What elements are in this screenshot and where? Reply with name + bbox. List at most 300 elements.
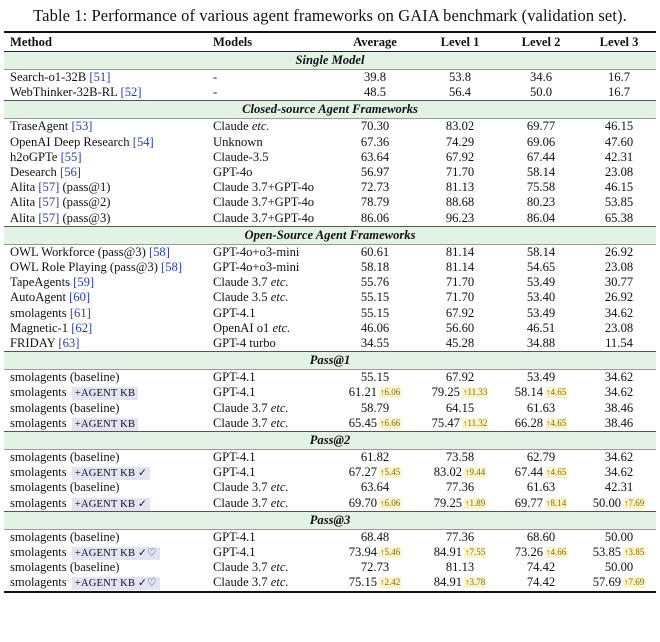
level-2-cell bbox=[500, 70, 582, 86]
level-1-cell-value: 56.60 bbox=[445, 320, 475, 335]
agent-kb-label: +AGENT KB bbox=[74, 498, 136, 510]
section-title: Pass@3 bbox=[4, 511, 656, 529]
citation-ref: [60] bbox=[69, 290, 91, 305]
level-3-cell bbox=[582, 119, 656, 135]
level-3-cell-value: 47.60 bbox=[604, 134, 634, 149]
table-row bbox=[4, 416, 656, 432]
level-1-cell bbox=[420, 496, 500, 512]
table-row bbox=[4, 85, 656, 101]
level-1-cell bbox=[420, 306, 500, 321]
kb-mark-icon: ✓ bbox=[137, 468, 147, 480]
level-3-cell-value: 26.92 bbox=[604, 244, 634, 259]
method-name: FRIDAY bbox=[10, 336, 56, 351]
model-cell bbox=[210, 135, 330, 150]
method-name: h2oGPTe bbox=[10, 149, 58, 164]
average-cell-value: 68.48 bbox=[360, 529, 390, 544]
level-2-cell-value: 62.79 bbox=[526, 450, 556, 465]
gain-badge: ↑4.66 bbox=[546, 547, 567, 558]
header-method: Method bbox=[4, 33, 210, 52]
level-3-cell-value: 23.08 bbox=[604, 165, 634, 180]
level-1-cell bbox=[420, 545, 500, 560]
level-3-cell-value: 46.15 bbox=[604, 180, 634, 195]
level-2-cell bbox=[500, 450, 582, 466]
average-cell bbox=[330, 336, 420, 352]
model-cell bbox=[210, 465, 330, 480]
model-name: Claude 3.7 bbox=[213, 560, 268, 575]
level-2-cell-value: 86.04 bbox=[526, 210, 556, 225]
level-1-cell-value: 67.92 bbox=[445, 305, 475, 320]
model-cell bbox=[210, 260, 330, 275]
level-3-cell bbox=[582, 70, 656, 86]
gain-badge: ↑3.78 bbox=[465, 577, 486, 588]
model-cell bbox=[210, 165, 330, 180]
level-1-cell-value: 81.14 bbox=[445, 260, 475, 275]
gain-badge: ↑4.65 bbox=[546, 387, 567, 398]
method-name: smolagents (baseline) bbox=[10, 480, 120, 495]
level-3-cell bbox=[582, 496, 656, 512]
average-cell-value: 58.18 bbox=[360, 260, 390, 275]
section-header bbox=[4, 352, 656, 370]
average-cell bbox=[330, 85, 420, 101]
level-3-cell bbox=[582, 336, 656, 352]
model-etc: etc. bbox=[270, 290, 289, 305]
method-cell bbox=[4, 275, 210, 290]
level-2-cell bbox=[500, 560, 582, 575]
level-2-cell bbox=[500, 306, 582, 321]
model-etc: etc. bbox=[270, 575, 289, 590]
level-1-cell-value: 84.91 bbox=[433, 575, 463, 590]
level-3-cell bbox=[582, 135, 656, 150]
header-level-3: Level 3 bbox=[582, 33, 656, 52]
average-cell-value: 69.70 bbox=[348, 495, 378, 510]
model-etc: etc. bbox=[270, 415, 289, 430]
kb-mark-icon: ✓♡ bbox=[137, 578, 157, 590]
level-1-cell-value: 73.58 bbox=[445, 450, 475, 465]
citation-ref: [57] bbox=[38, 210, 60, 225]
gain-badge: ↑9.44 bbox=[465, 467, 486, 478]
level-2-cell-value: 53.49 bbox=[526, 275, 556, 290]
table-row bbox=[4, 465, 656, 480]
level-3-cell-value: 16.7 bbox=[607, 85, 631, 100]
method-cell bbox=[4, 401, 210, 416]
model-name: Claude 3.7+GPT-4o bbox=[213, 180, 315, 195]
average-cell-value: 34.55 bbox=[360, 336, 390, 351]
average-cell bbox=[330, 575, 420, 591]
level-1-cell-value: 74.29 bbox=[445, 134, 475, 149]
method-name: WebThinker-32B-RL bbox=[10, 85, 118, 100]
level-1-cell bbox=[420, 560, 500, 575]
average-cell bbox=[330, 211, 420, 227]
table-row bbox=[4, 575, 656, 591]
average-cell bbox=[330, 260, 420, 275]
model-cell bbox=[210, 336, 330, 352]
table-row bbox=[4, 150, 656, 165]
level-1-cell bbox=[420, 165, 500, 180]
level-3-cell-value: 42.31 bbox=[604, 149, 634, 164]
model-name: GPT-4o+o3-mini bbox=[213, 260, 300, 275]
level-3-cell-value: 50.00 bbox=[604, 529, 634, 544]
level-1-cell bbox=[420, 450, 500, 466]
model-name: OpenAI o1 bbox=[213, 320, 270, 335]
level-2-cell bbox=[500, 401, 582, 416]
level-1-cell bbox=[420, 135, 500, 150]
citation-ref: [52] bbox=[120, 85, 142, 100]
method-cell bbox=[4, 575, 210, 591]
level-3-cell bbox=[582, 85, 656, 101]
header-average: Average bbox=[330, 33, 420, 52]
level-3-cell bbox=[582, 480, 656, 495]
average-cell bbox=[330, 529, 420, 545]
level-2-cell-value: 54.65 bbox=[526, 260, 556, 275]
table-row bbox=[4, 450, 656, 466]
method-cell bbox=[4, 180, 210, 195]
table-row bbox=[4, 560, 656, 575]
average-cell bbox=[330, 321, 420, 336]
agent-kb-badge bbox=[72, 547, 160, 560]
average-cell bbox=[330, 290, 420, 305]
gain-badge: ↑4.65 bbox=[546, 417, 567, 428]
level-3-cell-value: 34.62 bbox=[604, 305, 634, 320]
level-2-cell-value: 53.49 bbox=[526, 305, 556, 320]
agent-kb-badge bbox=[72, 467, 150, 480]
method-cell bbox=[4, 321, 210, 336]
level-3-cell-value: 11.54 bbox=[605, 336, 633, 351]
model-etc: etc. bbox=[251, 119, 270, 134]
method-cell bbox=[4, 290, 210, 305]
average-cell-value: 72.73 bbox=[360, 560, 390, 575]
model-cell bbox=[210, 290, 330, 305]
level-1-cell bbox=[420, 260, 500, 275]
model-etc: etc. bbox=[270, 400, 289, 415]
average-cell bbox=[330, 195, 420, 210]
level-2-cell-value: 58.14 bbox=[526, 244, 556, 259]
method-cell bbox=[4, 529, 210, 545]
gain-badge: ↑6.06 bbox=[380, 387, 401, 398]
header-models: Models bbox=[210, 33, 330, 52]
gain-badge: ↑7.69 bbox=[624, 577, 645, 588]
average-cell bbox=[330, 416, 420, 432]
method-cell bbox=[4, 70, 210, 86]
table-caption: Table 1: Performance of various agent frameworks on GAIA benchmark (validation set). bbox=[33, 6, 627, 25]
level-3-cell-value: 53.85 bbox=[604, 195, 634, 210]
level-2-cell-value: 58.14 bbox=[514, 385, 544, 400]
citation-ref: [51] bbox=[89, 70, 111, 84]
table-row bbox=[4, 545, 656, 560]
method-suffix: (pass@1) bbox=[62, 180, 111, 195]
model-etc: etc. bbox=[272, 320, 291, 335]
level-3-cell bbox=[582, 465, 656, 480]
gain-badge: ↑5.46 bbox=[380, 547, 401, 558]
average-cell bbox=[330, 150, 420, 165]
level-3-cell bbox=[582, 529, 656, 545]
model-name: - bbox=[213, 70, 218, 84]
level-2-cell bbox=[500, 545, 582, 560]
average-cell bbox=[330, 70, 420, 86]
average-cell bbox=[330, 275, 420, 290]
table-row bbox=[4, 336, 656, 352]
level-3-cell bbox=[582, 401, 656, 416]
method-name: OpenAI Deep Research bbox=[10, 134, 130, 149]
level-2-cell-value: 34.6 bbox=[529, 70, 553, 84]
average-cell-value: 55.15 bbox=[360, 290, 390, 305]
model-cell bbox=[210, 450, 330, 466]
level-1-cell-value: 45.28 bbox=[445, 336, 475, 351]
average-cell bbox=[330, 545, 420, 560]
level-1-cell-value: 96.23 bbox=[445, 210, 475, 225]
level-2-cell bbox=[500, 119, 582, 135]
gain-badge: ↑6.66 bbox=[380, 417, 401, 428]
level-3-cell-value: 38.46 bbox=[604, 400, 634, 415]
model-etc: etc. bbox=[270, 480, 289, 495]
model-name: GPT-4.1 bbox=[213, 385, 256, 400]
average-cell bbox=[330, 480, 420, 495]
level-2-cell-value: 50.0 bbox=[529, 85, 553, 100]
citation-ref: [57] bbox=[38, 195, 60, 210]
level-3-cell-value: 16.7 bbox=[607, 70, 631, 84]
agent-kb-label: +AGENT KB bbox=[74, 418, 136, 430]
model-cell bbox=[210, 385, 330, 400]
level-2-cell bbox=[500, 321, 582, 336]
average-cell-value: 55.76 bbox=[360, 275, 390, 290]
level-1-cell-value: 71.70 bbox=[445, 275, 475, 290]
model-name: Claude 3.7 bbox=[213, 275, 268, 290]
level-1-cell bbox=[420, 85, 500, 101]
level-3-cell bbox=[582, 545, 656, 560]
level-1-cell-value: 83.02 bbox=[445, 119, 475, 134]
level-3-cell-value: 65.38 bbox=[604, 210, 634, 225]
section-title: Open-Source Agent Frameworks bbox=[4, 226, 656, 244]
average-cell bbox=[330, 135, 420, 150]
level-3-cell-value: 34.62 bbox=[604, 465, 634, 480]
average-cell-value: 86.06 bbox=[360, 210, 390, 225]
level-2-cell bbox=[500, 496, 582, 512]
method-cell bbox=[4, 119, 210, 135]
level-2-cell bbox=[500, 480, 582, 495]
method-name: smolagents (baseline) bbox=[10, 560, 120, 575]
section-title: Single Model bbox=[4, 52, 656, 70]
level-2-cell-value: 53.49 bbox=[526, 370, 556, 385]
level-3-cell bbox=[582, 211, 656, 227]
model-cell bbox=[210, 560, 330, 575]
average-cell bbox=[330, 560, 420, 575]
level-2-cell-value: 67.44 bbox=[514, 465, 544, 480]
agent-kb-label: +AGENT KB bbox=[74, 468, 136, 480]
method-name: Alita bbox=[10, 210, 36, 225]
method-name: Alita bbox=[10, 195, 36, 210]
table-row bbox=[4, 401, 656, 416]
level-3-cell-value: 26.92 bbox=[604, 290, 634, 305]
level-3-cell bbox=[582, 260, 656, 275]
level-2-cell-value: 34.88 bbox=[526, 336, 556, 351]
average-cell-value: 67.36 bbox=[360, 134, 390, 149]
level-1-cell bbox=[420, 321, 500, 336]
kb-mark-icon: ✓♡ bbox=[137, 548, 157, 560]
average-cell-value: 56.97 bbox=[360, 165, 390, 180]
table-row bbox=[4, 306, 656, 321]
average-cell bbox=[330, 465, 420, 480]
level-3-cell bbox=[582, 575, 656, 591]
model-name: GPT-4o bbox=[213, 165, 253, 180]
level-2-cell-value: 67.44 bbox=[526, 149, 556, 164]
section-title: Pass@1 bbox=[4, 352, 656, 370]
method-cell bbox=[4, 195, 210, 210]
level-1-cell-value: 53.8 bbox=[448, 70, 472, 84]
level-3-cell-value: 46.15 bbox=[604, 119, 634, 134]
table-row bbox=[4, 321, 656, 336]
table-row bbox=[4, 496, 656, 512]
table-row bbox=[4, 135, 656, 150]
average-cell bbox=[330, 385, 420, 400]
section-header bbox=[4, 226, 656, 244]
section-title: Closed-source Agent Frameworks bbox=[4, 101, 656, 119]
level-1-cell-value: 79.25 bbox=[433, 495, 463, 510]
average-cell bbox=[330, 306, 420, 321]
level-3-cell bbox=[582, 195, 656, 210]
model-etc: etc. bbox=[270, 495, 289, 510]
level-3-cell-value: 42.31 bbox=[604, 480, 634, 495]
level-3-cell-value: 57.69 bbox=[592, 575, 622, 590]
level-1-cell-value: 84.91 bbox=[433, 545, 463, 560]
level-1-cell-value: 64.15 bbox=[445, 400, 475, 415]
model-cell bbox=[210, 244, 330, 260]
model-name: GPT-4.1 bbox=[213, 305, 256, 320]
average-cell-value: 61.21 bbox=[348, 385, 378, 400]
average-cell-value: 60.61 bbox=[360, 244, 390, 259]
level-3-cell bbox=[582, 560, 656, 575]
model-name: GPT-4.1 bbox=[213, 465, 256, 480]
level-1-cell bbox=[420, 416, 500, 432]
method-name: smolagents (baseline) bbox=[10, 450, 120, 465]
gain-badge: ↑6.06 bbox=[380, 497, 401, 508]
model-name: GPT-4.1 bbox=[213, 529, 256, 544]
level-2-cell bbox=[500, 370, 582, 386]
method-cell bbox=[4, 150, 210, 165]
method-name: Desearch bbox=[10, 165, 57, 180]
gain-badge: ↑11.32 bbox=[462, 417, 488, 428]
method-name: smolagents (baseline) bbox=[10, 529, 120, 544]
level-1-cell bbox=[420, 575, 500, 591]
method-cell bbox=[4, 244, 210, 260]
model-cell bbox=[210, 496, 330, 512]
level-2-cell bbox=[500, 135, 582, 150]
model-cell bbox=[210, 545, 330, 560]
model-name: GPT-4.1 bbox=[213, 545, 256, 560]
method-cell bbox=[4, 85, 210, 101]
model-name: Claude-3.5 bbox=[213, 149, 269, 164]
citation-ref: [59] bbox=[73, 275, 95, 290]
level-3-cell bbox=[582, 150, 656, 165]
level-1-cell-value: 81.13 bbox=[445, 560, 475, 575]
method-cell bbox=[4, 260, 210, 275]
table-row bbox=[4, 70, 656, 86]
method-cell bbox=[4, 480, 210, 495]
table-row bbox=[4, 529, 656, 545]
model-name: GPT-4o+o3-mini bbox=[213, 244, 300, 259]
method-name: smolagents bbox=[10, 305, 67, 320]
model-cell bbox=[210, 370, 330, 386]
agent-kb-badge bbox=[72, 418, 138, 431]
average-cell-value: 48.5 bbox=[363, 85, 387, 100]
table-row bbox=[4, 260, 656, 275]
method-name: smolagents bbox=[10, 465, 67, 480]
level-2-cell-value: 53.40 bbox=[526, 290, 556, 305]
level-1-cell bbox=[420, 211, 500, 227]
average-cell bbox=[330, 450, 420, 466]
agent-kb-label: +AGENT KB bbox=[74, 578, 136, 590]
agent-kb-label: +AGENT KB bbox=[74, 548, 136, 560]
citation-ref: [58] bbox=[148, 244, 170, 259]
level-2-cell bbox=[500, 290, 582, 305]
model-name: GPT-4 turbo bbox=[213, 336, 276, 351]
level-1-cell bbox=[420, 370, 500, 386]
gain-badge: ↑8.14 bbox=[546, 497, 567, 508]
model-etc: etc. bbox=[270, 275, 289, 290]
header-row bbox=[4, 33, 656, 52]
table-row bbox=[4, 370, 656, 386]
level-3-cell bbox=[582, 165, 656, 180]
level-2-cell bbox=[500, 529, 582, 545]
level-3-cell-value: 38.46 bbox=[604, 415, 634, 430]
section-header bbox=[4, 432, 656, 450]
section-header bbox=[4, 511, 656, 529]
method-cell bbox=[4, 496, 210, 512]
header-level-1: Level 1 bbox=[420, 33, 500, 52]
level-1-cell-value: 81.14 bbox=[445, 244, 475, 259]
level-3-cell bbox=[582, 306, 656, 321]
citation-ref: [53] bbox=[71, 119, 93, 134]
method-name: AutoAgent bbox=[10, 290, 66, 305]
model-name: Claude 3.7 bbox=[213, 400, 268, 415]
model-cell bbox=[210, 401, 330, 416]
level-3-cell-value: 23.08 bbox=[604, 320, 634, 335]
agent-kb-label: +AGENT KB bbox=[74, 388, 136, 400]
level-1-cell-value: 77.36 bbox=[445, 529, 475, 544]
table-row bbox=[4, 244, 656, 260]
level-3-cell-value: 23.08 bbox=[604, 260, 634, 275]
table-row bbox=[4, 119, 656, 135]
method-cell bbox=[4, 211, 210, 227]
level-1-cell bbox=[420, 336, 500, 352]
model-name: - bbox=[213, 85, 218, 100]
level-1-cell-value: 77.36 bbox=[445, 480, 475, 495]
gain-badge: ↑4.65 bbox=[546, 467, 567, 478]
gain-badge: ↑1.89 bbox=[465, 497, 486, 508]
level-2-cell bbox=[500, 244, 582, 260]
average-cell-value: 39.8 bbox=[363, 70, 387, 84]
level-3-cell bbox=[582, 450, 656, 466]
method-name: OWL Role Playing (pass@3) bbox=[10, 260, 158, 275]
model-cell bbox=[210, 85, 330, 101]
level-2-cell-value: 75.58 bbox=[526, 180, 556, 195]
citation-ref: [56] bbox=[60, 165, 81, 180]
model-cell bbox=[210, 306, 330, 321]
level-2-cell-value: 61.63 bbox=[526, 480, 556, 495]
method-name: smolagents bbox=[10, 415, 67, 430]
model-cell bbox=[210, 119, 330, 135]
method-cell bbox=[4, 385, 210, 400]
gain-badge: ↑7.69 bbox=[624, 497, 645, 508]
gain-badge: ↑11.33 bbox=[462, 387, 488, 398]
level-2-cell bbox=[500, 150, 582, 165]
table-row bbox=[4, 275, 656, 290]
section-header bbox=[4, 101, 656, 119]
model-name: Unknown bbox=[213, 134, 263, 149]
method-name: smolagents bbox=[10, 495, 67, 510]
gain-badge: ↑3.85 bbox=[624, 547, 645, 558]
model-name: Claude 3.7 bbox=[213, 480, 268, 495]
method-suffix: (pass@2) bbox=[62, 195, 111, 210]
level-3-cell bbox=[582, 244, 656, 260]
